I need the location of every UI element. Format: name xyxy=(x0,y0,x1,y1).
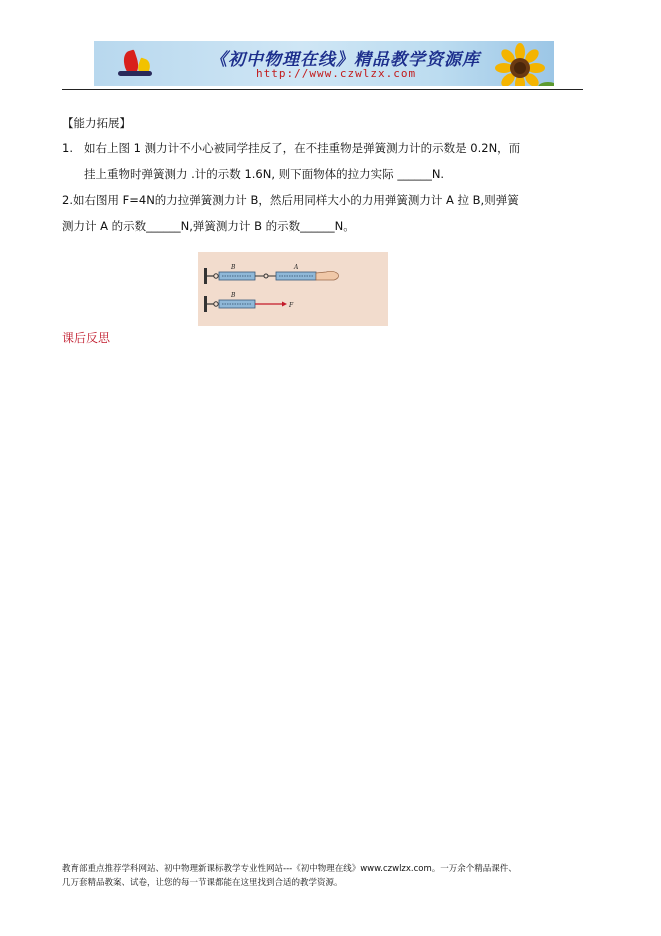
wall-top xyxy=(204,268,207,284)
hand-icon xyxy=(316,271,339,280)
logo-base-icon xyxy=(118,71,152,76)
question-1-text-continued: 挂上重物时弹簧测力 .计的示数 1.6N, 则下面物体的拉力实际 ______N. xyxy=(84,167,445,181)
header-divider xyxy=(62,89,583,90)
footer-text: 教育部重点推荐学科网站、初中物理新课标教学专业性网站---《初中物理在线》www.czwlzx.com。一万余个精品课件、 xyxy=(62,864,517,874)
label-f: F xyxy=(289,302,294,309)
banner-title: 《初中物理在线》精品教学资源库 xyxy=(210,50,480,70)
spring-scale-diagram xyxy=(198,252,388,326)
question-2-text-continued: 测力计 A 的示数______N,弹簧测力计 B 的示数______N。 xyxy=(62,219,355,233)
label-a: A xyxy=(294,264,299,271)
reflection-title: 课后反思 xyxy=(62,331,111,345)
header-banner xyxy=(94,41,554,86)
question-2-text: 2.如右图用 F=4N的力拉弹簧测力计 B，然后用同样大小的力用弹簧测力计 A 拉 B,则弹簧 xyxy=(62,193,519,207)
arrow-head-icon xyxy=(282,302,287,307)
section-title: 【能力拓展】 xyxy=(62,116,131,130)
wall-bottom xyxy=(204,296,207,312)
question-1-number: 1. xyxy=(62,141,73,155)
label-b-top: B xyxy=(231,264,236,271)
label-b-bottom: B xyxy=(231,292,236,299)
footer-text-continued: 几万套精品教案、试卷，让您的每一节课都能在这里找到合适的教学资源。 xyxy=(62,878,343,888)
sunflower-icon xyxy=(486,43,554,86)
banner-url: http://www.czwlzx.com xyxy=(256,67,417,80)
spring-scale-figure xyxy=(198,252,388,326)
question-1-text: 如右上图 1 测力计不小心被同学挂反了，在不挂重物是弹簧测力计的示数是 0.2N，而 xyxy=(84,141,521,155)
